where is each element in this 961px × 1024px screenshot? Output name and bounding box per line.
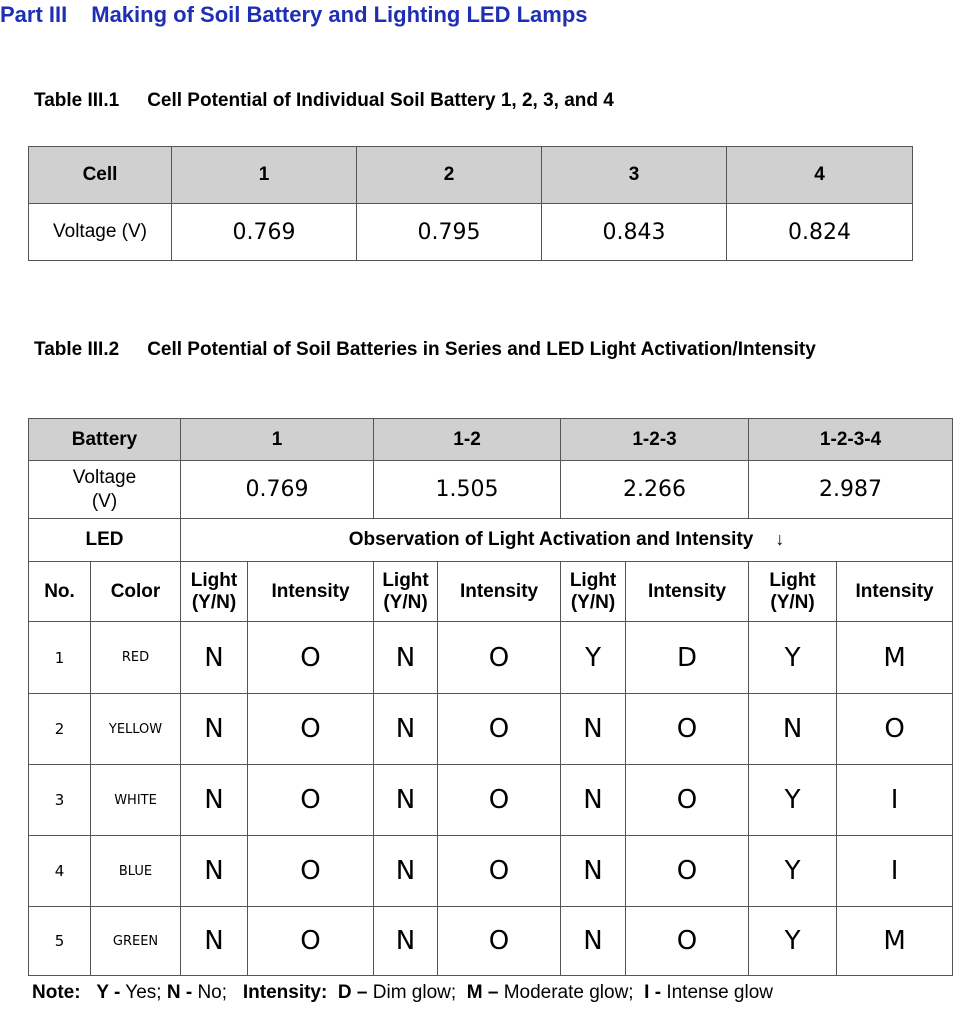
- table1-voltage-1: 0.769: [172, 204, 357, 261]
- light-activation-cell: N: [561, 836, 626, 907]
- intensity-cell: O: [248, 907, 374, 976]
- light-activation-cell: Y: [749, 836, 837, 907]
- intensity-cell: O: [837, 694, 953, 765]
- light-activation-cell: N: [181, 907, 248, 976]
- intensity-cell: O: [626, 694, 749, 765]
- light-activation-cell: N: [374, 836, 438, 907]
- light-activation-cell: N: [374, 622, 438, 694]
- voltage-label-line1: Voltage: [72, 466, 137, 488]
- table1-voltage-2: 0.795: [357, 204, 542, 261]
- led-number: 1: [29, 622, 91, 694]
- intensity-cell: O: [248, 836, 374, 907]
- intensity-cell: O: [438, 836, 561, 907]
- col-intensity: Intensity: [626, 562, 749, 622]
- led-color: GREEN: [91, 907, 181, 976]
- light-activation-cell: N: [749, 694, 837, 765]
- table-row: [29, 622, 953, 694]
- col-no: No.: [29, 562, 91, 622]
- led-color: WHITE: [91, 765, 181, 836]
- col-light-line2: (Y/N): [383, 591, 428, 613]
- col-light-line1: Light: [382, 569, 429, 591]
- intensity-cell: O: [438, 907, 561, 976]
- intensity-cell: O: [438, 765, 561, 836]
- table2-voltage-3: 2.266: [561, 461, 749, 519]
- light-activation-cell: Y: [749, 765, 837, 836]
- note-m-val: Moderate glow;: [503, 982, 634, 1003]
- note-n-val: No;: [197, 982, 228, 1003]
- table1-title: [34, 90, 614, 112]
- led-number: 3: [29, 765, 91, 836]
- note-y-val: Yes;: [125, 982, 162, 1003]
- led-number: 5: [29, 907, 91, 976]
- col-intensity: Intensity: [837, 562, 953, 622]
- col-intensity: Intensity: [248, 562, 374, 622]
- light-activation-cell: Y: [749, 907, 837, 976]
- table1-voltage-4: 0.824: [727, 204, 913, 261]
- table1-header-2: 2: [357, 147, 542, 204]
- intensity-cell: O: [626, 765, 749, 836]
- light-activation-cell: N: [561, 765, 626, 836]
- note-i-key: I -: [644, 982, 662, 1003]
- intensity-cell: M: [837, 622, 953, 694]
- table1-header-4: 4: [727, 147, 913, 204]
- led-color: RED: [91, 622, 181, 694]
- part-heading: Making of Soil Battery and Lighting LED Lamps: [91, 2, 588, 27]
- arrow-down-icon: ↓: [775, 529, 785, 549]
- col-light-line2: (Y/N): [191, 591, 237, 613]
- table-row: [29, 694, 953, 765]
- table-row: [29, 836, 953, 907]
- table1: [28, 146, 913, 261]
- light-activation-cell: Y: [561, 622, 626, 694]
- table2-voltage-2: 1.505: [374, 461, 561, 519]
- light-activation-cell: N: [181, 694, 248, 765]
- light-activation-cell: N: [181, 765, 248, 836]
- light-activation-cell: N: [561, 907, 626, 976]
- intensity-cell: O: [438, 622, 561, 694]
- led-color: BLUE: [91, 836, 181, 907]
- intensity-cell: O: [248, 765, 374, 836]
- light-activation-cell: Y: [749, 622, 837, 694]
- table2-battery-1: 1: [181, 419, 374, 461]
- led-number: 2: [29, 694, 91, 765]
- col-color: Color: [91, 562, 181, 622]
- note-m-key: M –: [466, 982, 499, 1003]
- part-number: Part III: [0, 2, 68, 27]
- table1-voltage-label: Voltage (V): [29, 204, 172, 261]
- col-light-line2: (Y/N): [770, 591, 815, 613]
- note-n-key: N -: [166, 982, 193, 1003]
- intensity-cell: O: [438, 694, 561, 765]
- table2-voltage-label: [29, 461, 181, 519]
- table2-title: [34, 339, 816, 361]
- intensity-cell: I: [837, 836, 953, 907]
- table1-voltage-3: 0.843: [542, 204, 727, 261]
- table1-caption: Cell Potential of Individual Soil Battery 1, 2, 3, and 4: [147, 90, 614, 111]
- light-activation-cell: N: [374, 907, 438, 976]
- note-d-val: Dim glow;: [372, 982, 457, 1003]
- col-light: [749, 562, 837, 622]
- table2-battery-label: Battery: [29, 419, 181, 461]
- col-light: [181, 562, 248, 622]
- intensity-cell: O: [626, 907, 749, 976]
- table2-battery-1-2: 1-2: [374, 419, 561, 461]
- light-activation-cell: N: [561, 694, 626, 765]
- intensity-cell: O: [248, 622, 374, 694]
- voltage-label-line2: (V): [91, 490, 118, 512]
- table2-battery-1-2-3: 1-2-3: [561, 419, 749, 461]
- observation-label: Observation of Light Activation and Intensity: [348, 529, 754, 550]
- col-intensity: Intensity: [438, 562, 561, 622]
- intensity-cell: I: [837, 765, 953, 836]
- table2: [28, 418, 953, 976]
- light-activation-cell: N: [181, 622, 248, 694]
- table1-label: Table III.1: [34, 90, 120, 111]
- table1-header-cell: Cell: [29, 147, 172, 204]
- table2-battery-1-2-3-4: 1-2-3-4: [749, 419, 953, 461]
- note-d-key: D –: [337, 982, 368, 1003]
- note-y-key: Y -: [96, 982, 121, 1003]
- light-activation-cell: N: [181, 836, 248, 907]
- part-title: [0, 2, 588, 28]
- col-light-line1: Light: [769, 569, 816, 591]
- led-number: 4: [29, 836, 91, 907]
- note: [32, 982, 773, 1004]
- table-row: [29, 907, 953, 976]
- col-light: [561, 562, 626, 622]
- col-light: [374, 562, 438, 622]
- table2-voltage-1: 0.769: [181, 461, 374, 519]
- note-i-val: Intense glow: [666, 982, 774, 1003]
- table-row: [29, 765, 953, 836]
- table2-led-label: LED: [29, 519, 181, 562]
- table2-voltage-4: 2.987: [749, 461, 953, 519]
- intensity-cell: D: [626, 622, 749, 694]
- table1-header-3: 3: [542, 147, 727, 204]
- light-activation-cell: N: [374, 765, 438, 836]
- table1-header-1: 1: [172, 147, 357, 204]
- note-intensity-label: Intensity:: [242, 982, 328, 1003]
- light-activation-cell: N: [374, 694, 438, 765]
- note-label: Note:: [32, 982, 81, 1003]
- table2-caption: Cell Potential of Soil Batteries in Series and LED Light Activation/Intensity: [147, 339, 816, 360]
- col-light-line1: Light: [190, 569, 238, 591]
- table2-observation-header: [181, 519, 953, 562]
- intensity-cell: O: [248, 694, 374, 765]
- intensity-cell: M: [837, 907, 953, 976]
- col-light-line1: Light: [569, 569, 617, 591]
- col-light-line2: (Y/N): [570, 591, 616, 613]
- led-color: YELLOW: [91, 694, 181, 765]
- table2-label: Table III.2: [34, 339, 120, 360]
- intensity-cell: O: [626, 836, 749, 907]
